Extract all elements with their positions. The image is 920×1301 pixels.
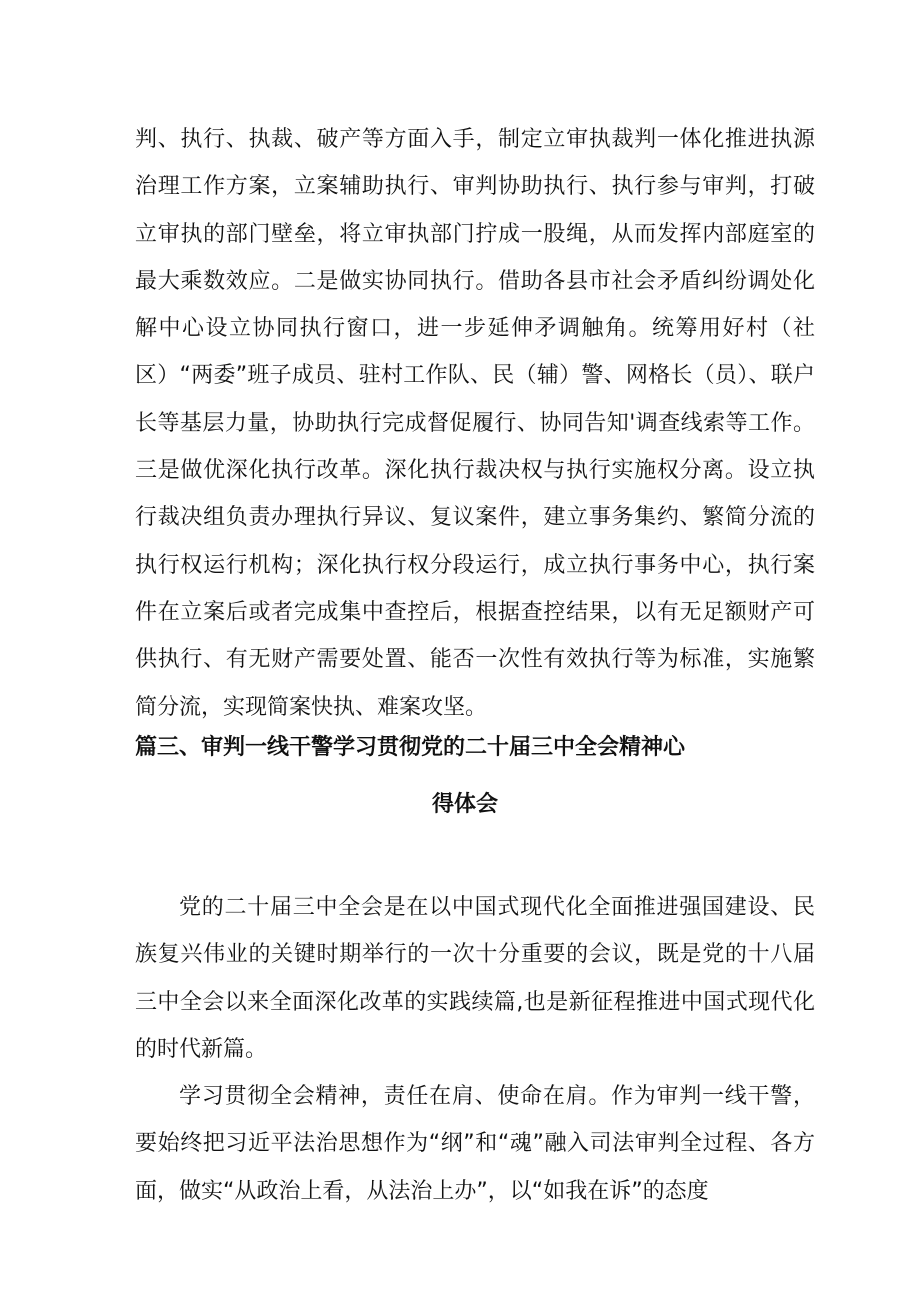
section-heading-line2: 得体会 [432, 792, 499, 817]
body-paragraph-2: 学习贯彻全会精神，责任在肩、使命在肩。作为审判一线干警，要始终把习近平法治思想作为“纲”和“魂”融入司法审判全过程、各方面，做实“从政治上看，从法治上办”，以“如我在诉”的态度 [135, 1084, 815, 1204]
section-heading-line1: 篇三、审判一线干警学习贯彻党的二十届三中全会精神心 [135, 735, 686, 760]
continuation-paragraph: 判、执行、执裁、破产等方面入手，制定立审执裁判一体化推进执源治理工作方案，立案辅助执行、审判协助执行、执行参与审判，打破立审执的部门壁垒，将立审执部门拧成一股绳，从而发挥内部庭室的最大乘数效应。二是做实协同执行。借助各县市社会矛盾纠纷调处化解中心设立协同执行窗口，进一步延伸矛调触角。统筹用好村（社区）“两委”班子成员、驻村工作队、民（辅）警、网格长（员）、联户长等基层力量，协助执行完成督促履行、协同告知'调查线索等工作。三是做优深化执行改革。深化执行裁决权与执行实施权分离。设立执行裁决组负责办理执行异议、复议案件，建立事务集约、繁简分流的执行权运行机构；深化执行权分段运行，成立执行事务中心，执行案件在立案后或者完成集中查控后，根据查控结果，以有无足额财产可供执行、有无财产需要处置、能否一次性有效执行等为标准，实施繁简分流，实现简案快执、难案攻坚。 [135, 127, 815, 720]
body-paragraph-1: 党的二十届三中全会是在以中国式现代化全面推进强国建设、民族复兴伟业的关键时期举行的一次十分重要的会议，既是党的十八届三中全会以来全面深化改革的实践续篇,也是新征程推进中国式现代化的时代新篇。 [135, 895, 815, 1062]
